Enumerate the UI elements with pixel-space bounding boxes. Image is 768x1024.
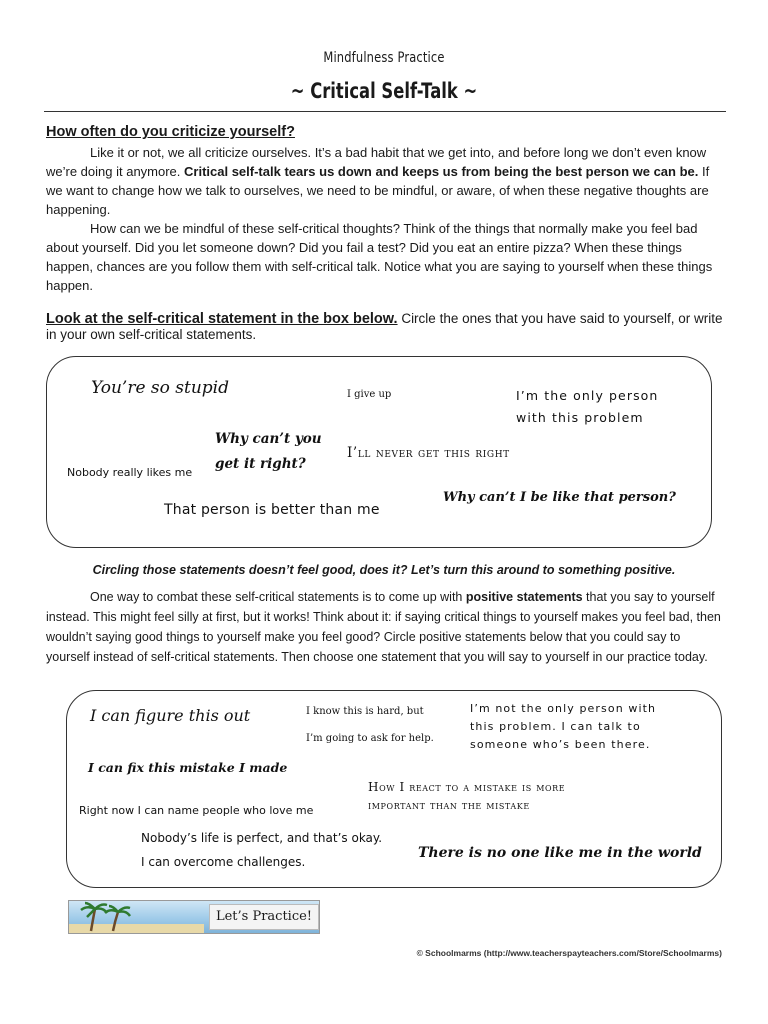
header-divider [44, 111, 726, 112]
positive-statement-overcome: I can overcome challenges. [141, 855, 306, 869]
section3-text-b: that you say to yourself instead. This might feel silly at first, but it works! Think about it: if saying critical things to yourself makes you feel bad, then wouldn’t saying good things to yourself make you feel good? Circle positive statements below that you could say to yourself instead of self-critical statements. Then choose one statement that you will say to yourself in our practice today. [46, 590, 721, 664]
positive-statement-fix-mistake: I can fix this mistake I made [88, 760, 288, 775]
transition-text: Circling those statements doesn’t feel good, does it? Let’s turn this around to something positive. [92, 563, 676, 577]
positive-statement-hard-line2: I’m going to ask for help. [306, 733, 434, 744]
page-title: ~ Critical Self-Talk ~ [290, 79, 478, 103]
p1-text-b: If we want to change how we talk to ourselves, we need to be mindful, or aware, of when these negative thoughts are happening. [46, 164, 710, 217]
section1-body [46, 143, 726, 295]
section2-instruction: Circle the ones that you have said to yourself, or write in your own self-critical statements. [46, 311, 723, 342]
critical-statement-like-that-person: Why can’t I be like that person? [443, 490, 676, 505]
section1-paragraph1 [46, 143, 726, 219]
critical-statement-never-right: I’ll never get this right [347, 445, 510, 461]
positive-statement-not-only-line1: I’m not the only person with [470, 702, 657, 715]
section3-paragraph [46, 587, 726, 667]
positive-statement-hard-line1: I know this is hard, but [306, 706, 424, 717]
section1-heading-text: How often do you criticize yourself? [46, 124, 295, 140]
critical-statement-why-cant-you-line1: Why can’t you [215, 431, 322, 447]
section3-text-a: One way to combat these self-critical statements is to come up with [90, 590, 466, 604]
positive-statement-no-one-like-me: There is no one like me in the world [418, 845, 702, 861]
lets-practice-label: Let’s Practice! [209, 904, 319, 930]
lets-practice-banner[interactable] [68, 900, 320, 934]
section2-intro [46, 311, 726, 342]
critical-statement-better-than-me: That person is better than me [164, 502, 380, 518]
positive-statement-name-people: Right now I can name people who love me [79, 804, 314, 817]
section1-heading [46, 124, 295, 140]
p1-text-a: Like it or not, we all criticize ourselves. It’s a bad habit that we get into, and before long we don’t even know we’re doing it anymore. [46, 145, 707, 179]
critical-statement-nobody-likes: Nobody really likes me [67, 466, 193, 479]
header-subtitle: Mindfulness Practice [323, 50, 445, 66]
positive-statement-not-only-line3: someone who’s been there. [470, 738, 651, 751]
palm-tree-icon [77, 901, 137, 933]
positive-statement-life-perfect: Nobody’s life is perfect, and that’s okay. [141, 831, 383, 845]
critical-statement-stupid: You’re so stupid [91, 378, 229, 398]
section3-text-bold: positive statements [465, 590, 583, 604]
critical-statement-only-person-line2: with this problem [516, 410, 644, 425]
positive-statement-not-only-line2: this problem. I can talk to [470, 720, 641, 733]
positive-statement-react-line1: How I react to a mistake is more [368, 780, 566, 794]
critical-statement-give-up: I give up [347, 389, 392, 400]
p1-text-bold: Critical self-talk tears us down and keeps us from being the best person we can be. [184, 164, 699, 179]
section2-heading: Look at the self-critical statement in the box below. [46, 311, 398, 327]
section3-body [46, 587, 726, 667]
critical-statement-only-person-line1: I’m the only person [516, 388, 659, 403]
critical-statement-why-cant-you-line2: get it right? [215, 456, 306, 472]
positive-statement-react-line2: important than the mistake [368, 798, 530, 812]
copyright-footer: © Schoolmarms (http://www.teacherspayteachers.com/Store/Schoolmarms) [416, 948, 722, 958]
positive-statement-figure-out: I can figure this out [90, 706, 251, 725]
section1-paragraph2: How can we be mindful of these self-critical thoughts? Think of the things that normally make you feel bad about yourself. Did you let someone down? Did you fail a test? Did you eat an entire pizza? When these things happen, chances are you follow them with self-critical talk. Notice what you are saying to yourself when these things happen. [46, 221, 713, 293]
